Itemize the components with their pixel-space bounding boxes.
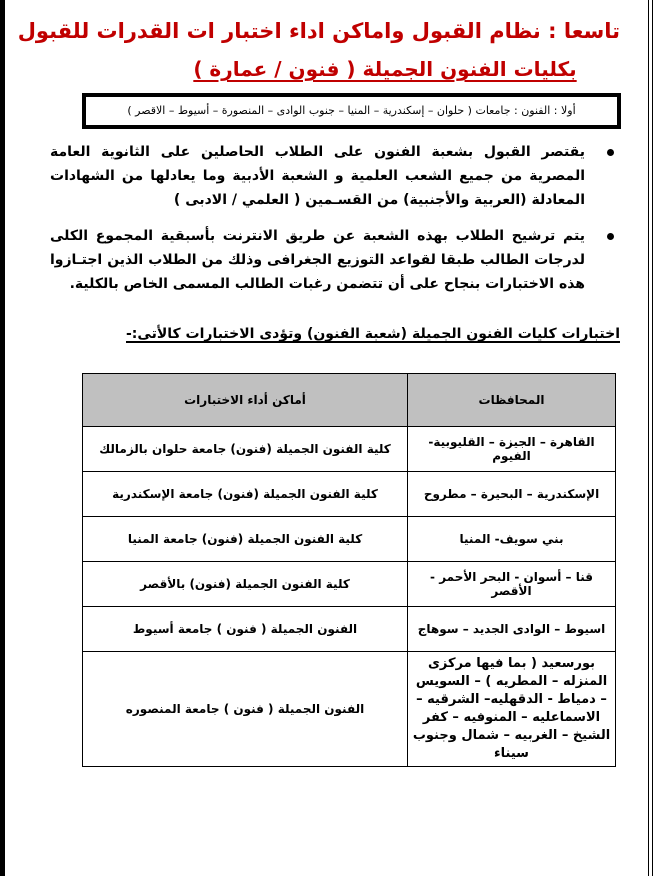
governorates-cell: بني سويف- المنيا: [408, 517, 616, 562]
table-row: [83, 562, 616, 607]
nomination-rule-text: يتم ترشيح الطلاب بهذه الشعبة عن طريق الانترنت بأسبقية المجموع الكلى لدرجات الطالب طبقا لقواعد التوزيع الجغرافى وذلك من الطلاب الذين اجتـازوا هذه الاختبارات بنجاح على أن تتضمن رغبات الطالب المسمى الخاص بالكلية.: [50, 228, 585, 292]
document-title: تاسعا : نظام القبول واماكن اداء اختبار ات القدرات للقبول: [17, 19, 620, 43]
bullet-icon: [607, 233, 614, 240]
page-border-right: [648, 0, 649, 876]
admission-rule-text: يقتصر القبول بشعبة الفنون على الطلاب الحاصلين على الثانوية العامة المصرية من جميع الشعب العلمية و الشعبة الأدبية وما يعادلها من الشهادات المعادلة (العربية والأجنبية) من القسـمين ( العلمي / الادبى ): [50, 144, 585, 208]
header-exam-locations: أماكن أداء الاختبارات: [83, 374, 408, 427]
list-item: [50, 224, 620, 296]
table-row: [83, 607, 616, 652]
section-heading: اختبارات كليات الفنون الجميلة (شعبة الفنون) وتؤدى الاختبارات كالأتى:-: [126, 326, 620, 342]
governorates-cell: الإسكندرية – البحيرة – مطروح: [408, 472, 616, 517]
document-subtitle: [150, 52, 620, 86]
document-subtitle-text: بكليات الفنون الجميلة ( فنون / عمارة ): [193, 57, 577, 81]
table-row: [83, 652, 616, 767]
governorates-cell: قنا – أسوان - البحر الأحمر - الأقصر: [408, 562, 616, 607]
universities-info-box: أولا : الفنون : جامعات ( حلوان – إسكندرية – المنيا – جنوب الوادى – المنصورة – أسيوط – الاقصر ): [82, 93, 621, 129]
table-row: [83, 472, 616, 517]
location-cell: كلية الفنون الجميلة (فنون) جامعة حلوان بالزمالك: [83, 427, 408, 472]
location-cell: الفنون الجميلة ( فنون ) جامعة المنصوره: [83, 652, 408, 767]
admission-rules-list: [50, 140, 620, 308]
list-item: [50, 140, 620, 212]
table-header-row: [83, 374, 616, 427]
table-row: [83, 517, 616, 562]
bullet-icon: [607, 149, 614, 156]
header-governorates: المحافظات: [408, 374, 616, 427]
page-border-right-outer: [652, 0, 653, 876]
location-cell: كلية الفنون الجميلة (فنون) بالأقصر: [83, 562, 408, 607]
location-cell: كلية الفنون الجميلة (فنون) جامعة المنيا: [83, 517, 408, 562]
governorates-cell: اسيوط – الوادى الجديد – سوهاج: [408, 607, 616, 652]
governorates-cell: القاهرة – الجيزة – القليوبية-الفيوم: [408, 427, 616, 472]
exam-locations-table: [82, 373, 616, 767]
table-row: [83, 427, 616, 472]
location-cell: كلية الفنون الجميلة (فنون) جامعة الإسكندرية: [83, 472, 408, 517]
governorates-cell: بورسعيد ( بما فيها مركزى المنزله – المطريه ) – السويس – دمياط - الدقهليه– الشرقيه – الاسماعليه – المنوفيه – كفر الشيخ – الغربيه – شمال وجنوب سيناء: [408, 652, 616, 767]
location-cell: الفنون الجميلة ( فنون ) جامعة أسيوط: [83, 607, 408, 652]
page-border-left: [0, 0, 5, 876]
